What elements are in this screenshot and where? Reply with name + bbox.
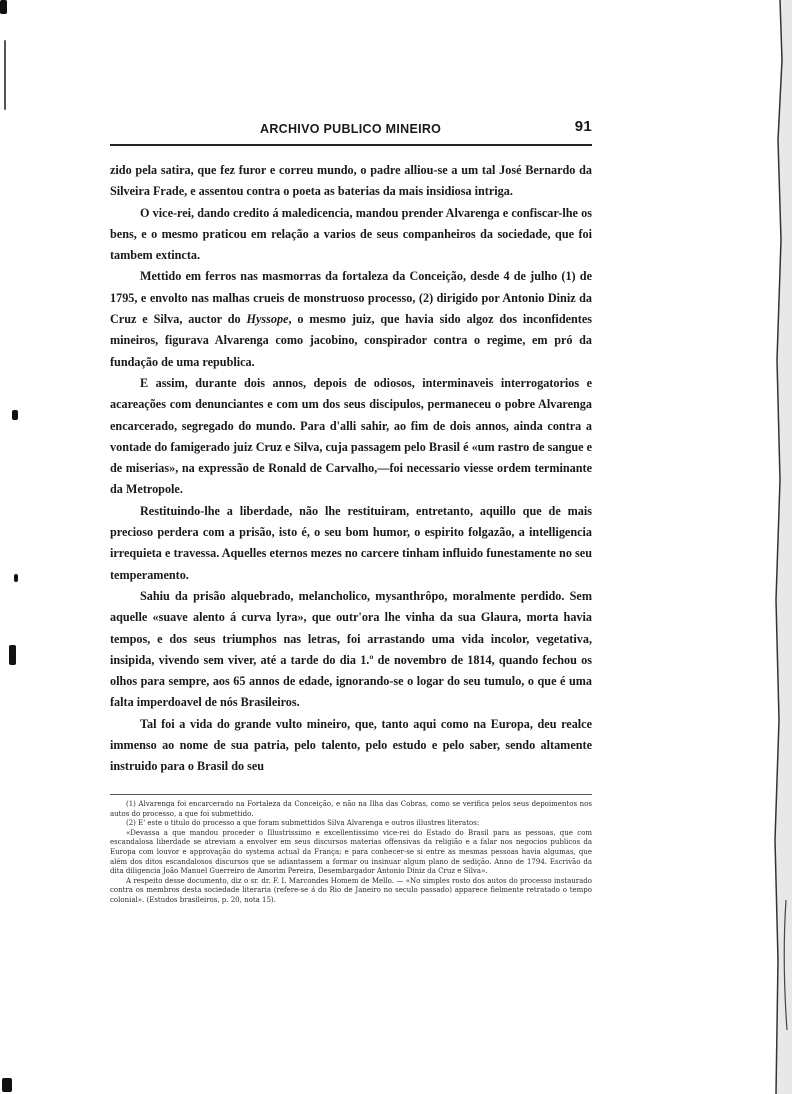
- footnote: A respeito desse documento, diz o sr. dr. F. I. Marcondes Homem de Mello. — «No simples rosto dos autos do processo instaurado contra os membros desta sociedade literaria (refere-se á do Rio de Janeiro no seculo passado) apparece fielmente retratado o tempo colonial». (Estudos brasileiros, p. 20, nota 15).: [110, 876, 592, 904]
- book-title: Hyssope: [246, 312, 289, 327]
- footnote-rule: [110, 794, 592, 795]
- body-text: [110, 160, 592, 778]
- footnote: (1) Alvarenga foi encarcerado na Fortaleza da Conceição, e não na Ilha das Cobras, como se verifica pelos seus depoimentos nos autos do processo, a que foi submettido.: [110, 800, 592, 818]
- paragraph: Tal foi a vida do grande vulto mineiro, que, tanto aqui como na Europa, deu realce immenso ao nome de sua patria, pelo talento, pelo estudo e pelo saber, sendo altamente instruido para o Brasil do seu: [110, 716, 592, 774]
- scan-speck: [2, 1078, 12, 1092]
- scan-speck: [12, 410, 18, 420]
- paragraph: [110, 266, 592, 372]
- paragraph: E assim, durante dois annos, depois de odiosos, interminaveis interrogatorios e acareações com denunciantes e com um dos seus discipulos, permaneceu o pobre Alvarenga encarcerado, segregado do mundo. Para d'alli sahir, ao fim de dois annos, ainda contra a vontade do famigerado juiz Cruz e Silva, cuja passagem pelo Brasil é «um rastro de sangue e de miserias», na expressão de Ronald de Carvalho,—foi necessario viesse ordem terminante da Metropole.: [110, 375, 592, 497]
- footnote: (2) E' este o titulo do processo a que foram submettidos Silva Alvarenga e outros illustres literatos:: [126, 819, 480, 828]
- paragraph-text: Mettido em ferros nas masmorras da fortaleza da Conceição, desde 4 de julho (1) de 1795, e envolto nas malhas crueis de monstruoso processo, (2) dirigido por Antonio Diniz da Cruz e Silva, auctor do: [110, 269, 592, 327]
- scan-speck: [0, 0, 7, 14]
- scan-speck: [14, 574, 18, 582]
- footnotes: [110, 800, 592, 906]
- running-title: ARCHIVO PUBLICO MINEIRO: [260, 122, 442, 136]
- paragraph: O vice-rei, dando credito á maledicencia, mandou prender Alvarenga e confiscar-lhe os bens, e o mesmo praticou em relação a varios de seus companheiros da sociedade, que foi tambem extincta.: [110, 205, 592, 263]
- paragraph: Restituindo-lhe a liberdade, não lhe restituiram, entretanto, aquillo que de mais precioso perdera com a prisão, isto é, o seu bom humor, o espirito folgazão, a intelligencia irrequieta e travessa. Aquelles eternos mezes no carcere tinham influido funestamente no seu temperamento.: [110, 503, 592, 582]
- running-header: [110, 118, 592, 140]
- page-edge-shadow: [760, 0, 792, 1094]
- scan-speck: [4, 40, 6, 110]
- page-number: 91: [574, 118, 592, 135]
- paragraph: zido pela satira, que fez furor e correu mundo, o padre alliou-se a um tal José Bernardo da Silveira Frade, e assentou contra o poeta as baterias da mais insidiosa intriga.: [110, 163, 592, 199]
- footnote: «Devassa a que mandou proceder o Illustrissimo e excellentissimo vice-rei do Estado do Brasil para as pessoas, que com escandalosa liberdade se atreviam a envolver em seus discursos materias offensivas da religião e a falar nos negocios publicos da Europa com louvor e approvação do systema actual da França; e para conhecer-se si entre as mesmas pessoas havia algumas, que além dos ditos escandalosos discursos que se adiantassem a formar ou insinuar algum plano de sedição. Anno de 1794. Escrivão da dita diligencia João Manuel Guerreiro de Amorim Pereira, Desembargador Antonio Diniz da Cruz e Silva».: [110, 828, 592, 876]
- scan-speck: [9, 645, 16, 665]
- paragraph-text: , o mesmo juiz, que havia sido algoz dos inconfidentes mineiros, figurava Alvarenga como jacobino, conspirador contra o regime, em pró da fundação de uma republica.: [110, 312, 592, 369]
- header-rule: [110, 144, 592, 146]
- paragraph: Sahiu da prisão alquebrado, melancholico, mysanthrôpo, moralmente perdido. Sem aquelle «suave alento á curva lyra», que outr'ora lhe vinha da sua Glaura, morta havia tempos, e dos seus triumphos nas letras, foi arrastando uma vida incolor, vegetativa, insipida, vivendo sem viver, até a tarde do dia 1.º de novembro de 1814, quando fechou os olhos para sempre, aos 65 annos de edade, ignorando-se o logar do seu tumulo, o que é uma falta imperdoavel de nós Brasileiros.: [110, 588, 592, 710]
